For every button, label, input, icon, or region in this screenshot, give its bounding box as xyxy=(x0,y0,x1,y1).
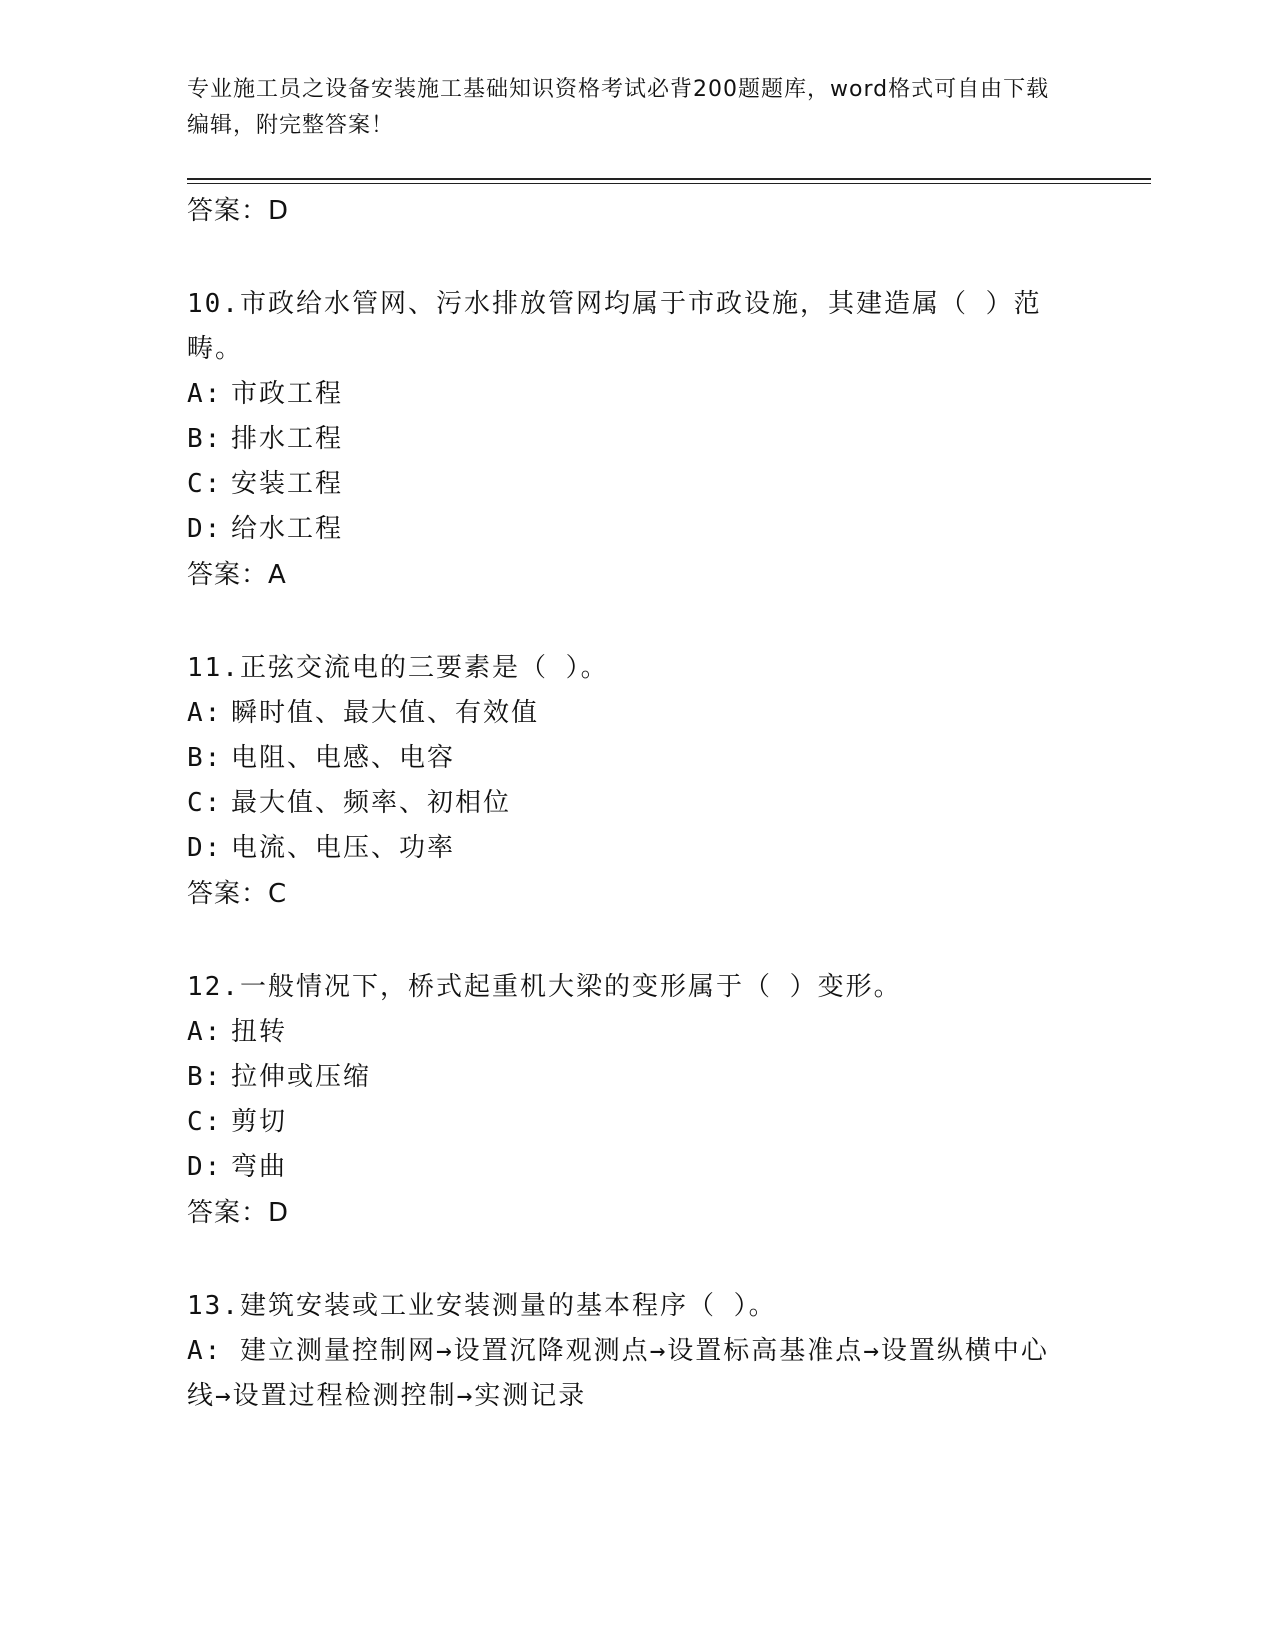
answer-line: 答案：C xyxy=(187,879,288,909)
answer-line: 答案：D xyxy=(187,1198,290,1228)
option-text: 安装工程 xyxy=(231,469,344,499)
option-c xyxy=(187,781,1067,826)
option-b xyxy=(187,417,1067,462)
option-letter: A: xyxy=(187,1017,223,1047)
option-a xyxy=(187,372,1067,417)
option-letter: A: xyxy=(187,1336,223,1366)
option-text: 扭转 xyxy=(231,1017,288,1047)
option-text: 电阻、电感、电容 xyxy=(231,743,456,773)
option-text: 最大值、频率、初相位 xyxy=(231,788,512,818)
option-letter: B: xyxy=(187,743,223,773)
document-header xyxy=(187,72,1067,144)
option-c xyxy=(187,1100,1067,1145)
question-list xyxy=(187,188,1067,1419)
question-stem: 12.一般情况下，桥式起重机大梁的变形属于（ ）变形。 xyxy=(187,972,902,1002)
option-text: 剪切 xyxy=(231,1107,288,1137)
header-text: 专业施工员之设备安装施工基础知识资格考试必背200题题库，word格式可自由下载编辑，附完整答案！ xyxy=(187,77,1050,138)
option-letter: C: xyxy=(187,788,223,818)
header-rule-thick xyxy=(187,178,1151,180)
option-d xyxy=(187,1145,1067,1190)
option-text: 排水工程 xyxy=(231,424,344,454)
question-13 xyxy=(187,1284,1067,1419)
question-stem: 11.正弦交流电的三要素是（ ）。 xyxy=(187,653,609,683)
option-text: 弯曲 xyxy=(231,1152,288,1182)
option-d xyxy=(187,826,1067,871)
option-a xyxy=(187,1010,1067,1055)
option-letter: C: xyxy=(187,469,223,499)
option-letter: D: xyxy=(187,514,223,544)
option-text: 瞬时值、最大值、有效值 xyxy=(231,698,540,728)
option-letter: B: xyxy=(187,1062,223,1092)
option-letter: D: xyxy=(187,1152,223,1182)
option-b xyxy=(187,1055,1067,1100)
option-letter: A: xyxy=(187,379,223,409)
option-a xyxy=(187,691,1067,736)
option-text: 市政工程 xyxy=(231,379,344,409)
option-c xyxy=(187,462,1067,507)
option-b xyxy=(187,736,1067,781)
question-stem: 10.市政给水管网、污水排放管网均属于市政设施，其建造属（ ）范畴。 xyxy=(187,289,1042,364)
option-letter: B: xyxy=(187,424,223,454)
option-letter: D: xyxy=(187,833,223,863)
option-letter: A: xyxy=(187,698,223,728)
answer-line: 答案：A xyxy=(187,560,287,590)
option-letter: C: xyxy=(187,1107,223,1137)
question-12 xyxy=(187,965,1067,1236)
option-text: 建立测量控制网→设置沉降观测点→设置标高基准点→设置纵横中心线→设置过程检测控制→实测记录 xyxy=(187,1336,1049,1411)
option-text: 给水工程 xyxy=(231,514,344,544)
header-rule-thin xyxy=(187,183,1151,184)
previous-answer: 答案：D xyxy=(187,196,290,226)
question-stem: 13.建筑安装或工业安装测量的基本程序（ ）。 xyxy=(187,1291,777,1321)
option-text: 拉伸或压缩 xyxy=(231,1062,372,1092)
option-d xyxy=(187,507,1067,552)
option-text: 电流、电压、功率 xyxy=(231,833,456,863)
option-a xyxy=(187,1329,1067,1419)
question-11 xyxy=(187,646,1067,917)
question-10 xyxy=(187,282,1067,598)
